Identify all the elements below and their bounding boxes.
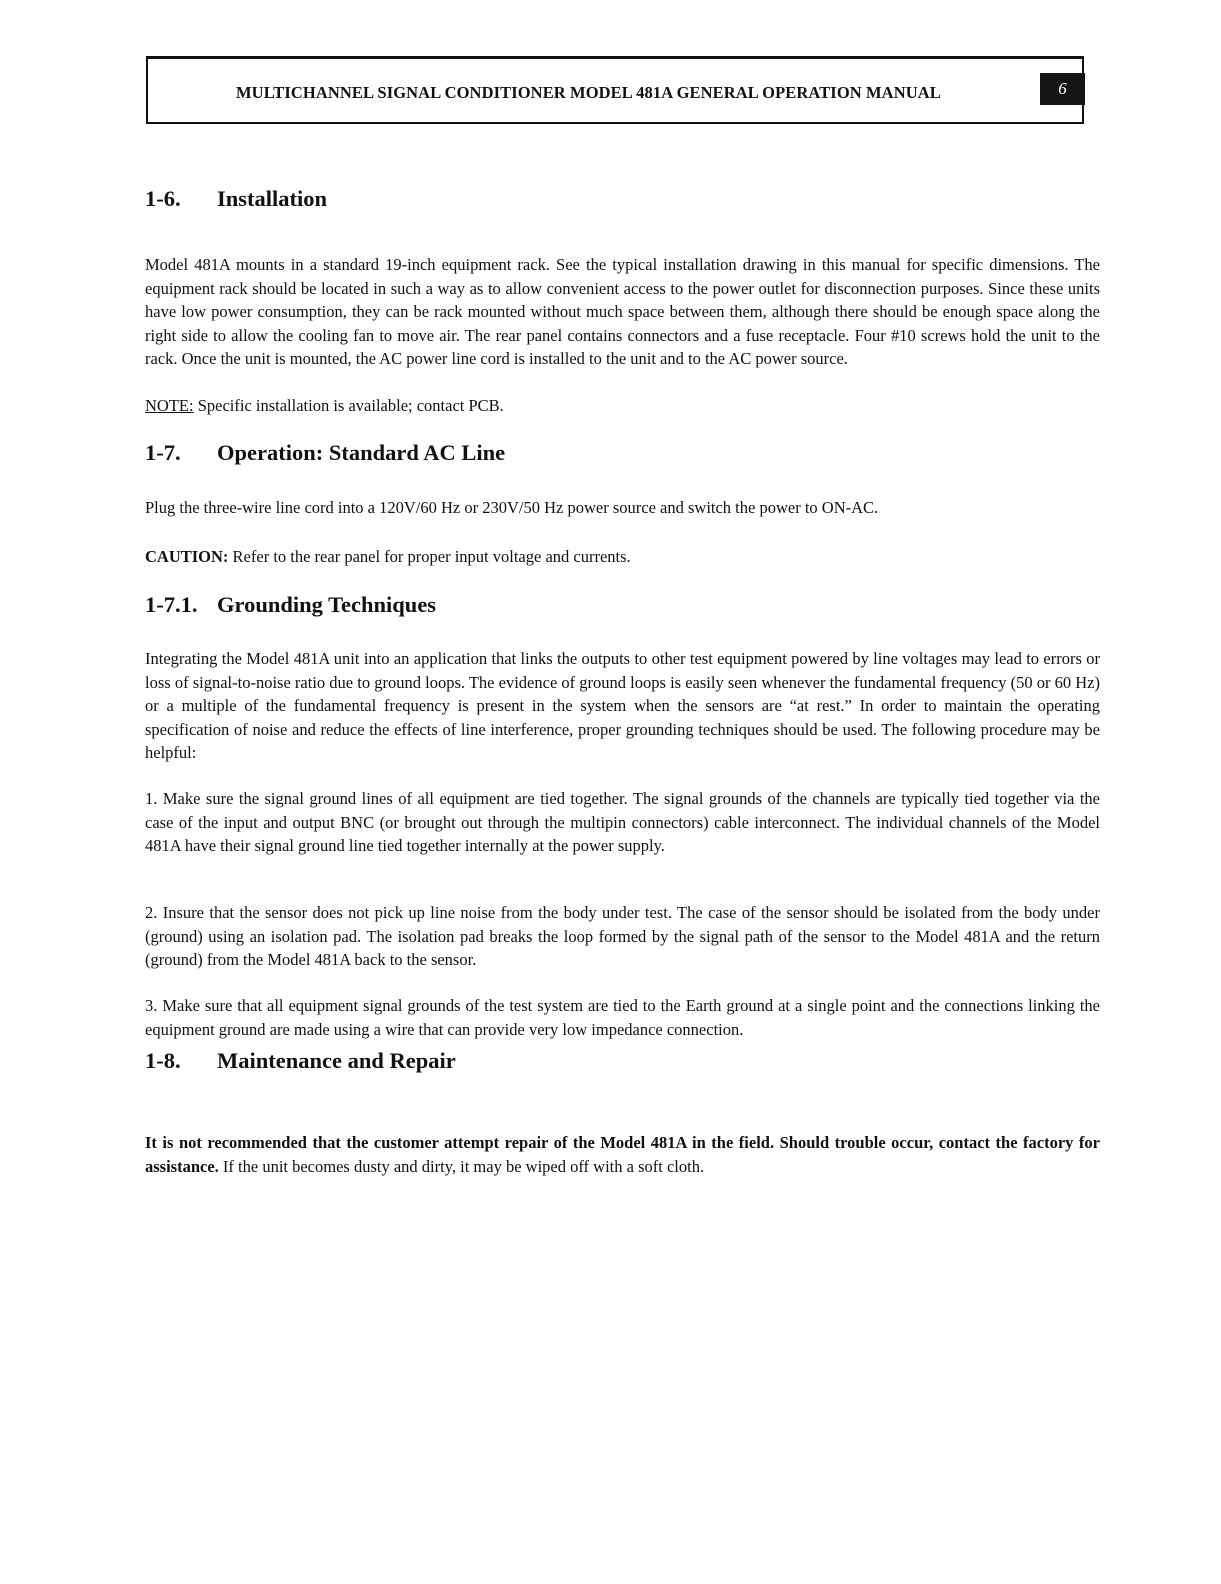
page-header bbox=[146, 56, 1084, 124]
installation-note bbox=[145, 394, 1100, 418]
page-number-badge: 6 bbox=[1040, 73, 1085, 105]
caution-label: CAUTION: bbox=[145, 547, 229, 566]
section-title: Installation bbox=[217, 186, 328, 211]
installation-paragraph: Model 481A mounts in a standard 19-inch equipment rack. See the typical installation drawing in this manual for specific dimensions. The equipment rack should be located in such a way as to allow convenient access to the power outlet for disconnection purposes. Since these units have low power consumption, they can be rack mounted without much space between them, although there should be enough space along the right side to allow the cooling fan to move air. The rear panel contains connectors and a fuse receptacle. Four #10 screws hold the unit to the rack. Once the unit is mounted, the AC power line cord is installed to the unit and to the AC power source. bbox=[145, 255, 1100, 368]
grounding-intro-paragraph: Integrating the Model 481A unit into an application that links the outputs to other test equipment powered by line voltages may lead to errors or loss of signal-to-noise ratio due to ground loops. The evidence of ground loops is easily seen whenever the fundamental frequency (50 or 60 Hz) or a multiple of the fundamental frequency is present in the system when the sensors are “at rest.” In order to maintain the operating specification of noise and reduce the effects of line interference, proper grounding techniques should be used. The following procedure may be helpful: bbox=[145, 649, 1100, 762]
operation-paragraph: Plug the three-wire line cord into a 120V/60 Hz or 230V/50 Hz power source and switch the power to ON-AC. bbox=[145, 498, 879, 517]
grounding-step-2: 2. Insure that the sensor does not pick up line noise from the body under test. The case of the sensor should be isolated from the body under (ground) using an isolation pad. The isolation pad breaks the loop formed by the signal path of the sensor to the Model 481A and the return (ground) from the Model 481A back to the sensor. bbox=[145, 903, 1100, 969]
section-title: Grounding Techniques bbox=[217, 592, 437, 617]
section-number: 1-7.1. bbox=[145, 592, 198, 617]
section-operation-heading bbox=[145, 440, 1100, 466]
maintenance-text: If the unit becomes dusty and dirty, it may be wiped off with a soft cloth. bbox=[218, 1156, 705, 1176]
caution-text: Refer to the rear panel for proper input voltage and currents. bbox=[228, 547, 631, 566]
note-text: Specific installation is available; contact PCB. bbox=[193, 396, 504, 415]
section-title: Maintenance and Repair bbox=[217, 1048, 456, 1073]
section-title: Operation: Standard AC Line bbox=[217, 440, 506, 465]
section-maintenance-heading bbox=[145, 1048, 1100, 1074]
section-number: 1-8. bbox=[145, 1048, 181, 1073]
maintenance-warning: It is not recommended that the customer attempt repair of the Model 481A in the field. Should trouble occur, contact the factory for assistance. bbox=[145, 1133, 1100, 1176]
header-title: MULTICHANNEL SIGNAL CONDITIONER MODEL 481A GENERAL OPERATION MANUAL bbox=[236, 83, 941, 102]
operation-caution bbox=[145, 545, 1100, 569]
section-installation-heading bbox=[145, 186, 1100, 212]
grounding-step-1: 1. Make sure the signal ground lines of all equipment are tied together. The signal grounds of the channels are typically tied together via the case of the input and output BNC (or brought out through the multipin connectors) cable interconnect. The individual channels of the Model 481A have their signal ground line tied together internally at the power supply. bbox=[145, 789, 1100, 855]
grounding-step-3: 3. Make sure that all equipment signal grounds of the test system are tied to the Earth ground at a single point and the connections linking the equipment ground are made using a wire that can provide very low impedance connection. bbox=[145, 996, 1100, 1039]
section-number: 1-6. bbox=[145, 186, 181, 211]
note-label: NOTE: bbox=[145, 396, 194, 415]
maintenance-paragraph bbox=[145, 1131, 1100, 1178]
section-grounding-heading bbox=[145, 592, 1100, 618]
section-number: 1-7. bbox=[145, 440, 181, 465]
